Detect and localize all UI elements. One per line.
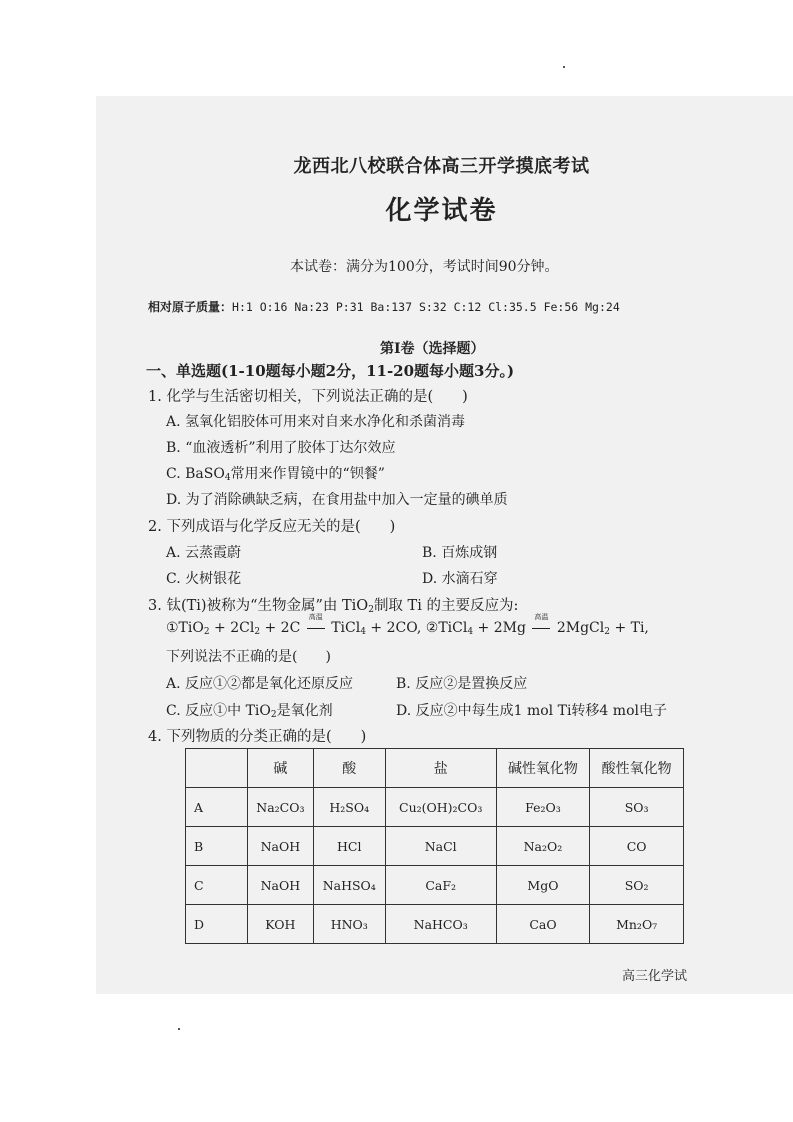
- classification-table: [185, 748, 684, 944]
- table-cell: CaF₂: [385, 866, 496, 905]
- table-cell: SO₃: [590, 788, 684, 827]
- table-header-cell: 碱性氧化物: [496, 749, 590, 788]
- table-cell: B: [186, 827, 248, 866]
- table-row: [186, 866, 684, 905]
- q3-option-a: A. 反应①②都是氧化还原反应: [166, 676, 354, 692]
- table-header-cell: 酸: [313, 749, 385, 788]
- subject-title: 化学试卷: [385, 196, 498, 226]
- q2-option-d: D. 水滴石穿: [422, 571, 498, 587]
- page-footer: 高三化学试: [622, 969, 688, 984]
- q1-option-d: D. 为了消除碘缺乏病，在食用盐中加入一定量的碘单质: [166, 492, 508, 508]
- exam-info: 本试卷：满分为100分，考试时间90分钟。: [290, 259, 559, 275]
- table-cell: HCl: [313, 827, 385, 866]
- q1-option-c: C. BaSO$_4$常用来作胃镜中的“钡餐”: [166, 466, 385, 483]
- condition-arrow: 高温: [532, 620, 550, 636]
- q3-stem: 3. 钛(Ti)被称为“生物金属”由 TiO$_2$制取 Ti 的主要反应为:: [148, 598, 519, 615]
- table-header-cell: 盐: [385, 749, 496, 788]
- table-cell: A: [186, 788, 248, 827]
- atomic-masses: 相对原子质量：H:1 O:16 Na:23 P:31 Ba:137 S:32 C:12 Cl:35.5 Fe:56 Mg:24: [148, 300, 620, 314]
- table-cell: NaOH: [248, 866, 314, 905]
- table-cell: Fe₂O₃: [496, 788, 590, 827]
- q3-reactions: ①TiO$_2$ + $2Cl_2 + 2C$ 高温 TiCl$_4$ + 2CO, ②TiCl$_4$ + 2Mg 高温 2MgCl$_2$ + Ti,: [166, 613, 649, 637]
- table-cell: Na₂CO₃: [248, 788, 314, 827]
- table-cell: NaHCO₃: [385, 905, 496, 944]
- table-cell: H₂SO₄: [313, 788, 385, 827]
- table-row: [186, 788, 684, 827]
- table-cell: Cu₂(OH)₂CO₃: [385, 788, 496, 827]
- table-cell: KOH: [248, 905, 314, 944]
- q4-stem: 4. 下列物质的分类正确的是( ): [148, 729, 367, 745]
- table-cell: NaHSO₄: [313, 866, 385, 905]
- table-row: [186, 905, 684, 944]
- q3-option-c: C. 反应①中 TiO$_2$是氧化剂: [166, 703, 333, 720]
- table-cell: CaO: [496, 905, 590, 944]
- table-header-cell: 碱: [248, 749, 314, 788]
- table-header-row: [186, 749, 684, 788]
- table-cell: C: [186, 866, 248, 905]
- q3-option-b: B. 反应②是置换反应: [396, 676, 528, 692]
- table-cell: MgO: [496, 866, 590, 905]
- q3-follow: 下列说法不正确的是( ): [166, 649, 331, 665]
- q2-option-c: C. 火树银花: [166, 571, 242, 587]
- table-header-cell: [186, 749, 248, 788]
- table-cell: CO: [590, 827, 684, 866]
- q1-option-b: B. “血液透析”利用了胶体丁达尔效应: [166, 440, 396, 456]
- table-cell: Mn₂O₇: [590, 905, 684, 944]
- q2-option-a: A. 云蒸霞蔚: [166, 545, 242, 561]
- q2-option-b: B. 百炼成钢: [422, 545, 498, 561]
- table-cell: NaOH: [248, 827, 314, 866]
- scan-speck: [178, 1028, 180, 1030]
- section-heading: 一、单选题(1-10题每小题2分，11-20题每小题3分。): [146, 362, 515, 380]
- condition-arrow: 高温: [307, 620, 325, 636]
- table-cell: NaCl: [385, 827, 496, 866]
- q2-stem: 2. 下列成语与化学反应无关的是( ): [148, 519, 396, 535]
- table-cell: SO₂: [590, 866, 684, 905]
- table-header-cell: 酸性氧化物: [590, 749, 684, 788]
- volume-heading: 第Ⅰ卷（选择题）: [380, 341, 485, 357]
- q3-option-d: D. 反应②中每生成1 mol Ti转移4 mol电子: [396, 703, 667, 719]
- table-cell: Na₂O₂: [496, 827, 590, 866]
- table-row: [186, 827, 684, 866]
- q1-option-a: A. 氢氧化铝胶体可用来对自来水净化和杀菌消毒: [166, 414, 466, 430]
- q1-stem: 1. 化学与生活密切相关，下列说法正确的是( ): [148, 389, 468, 405]
- exam-title: 龙西北八校联合体高三开学摸底考试: [293, 156, 590, 177]
- table-cell: D: [186, 905, 248, 944]
- table-cell: HNO₃: [313, 905, 385, 944]
- scan-speck: [563, 66, 565, 68]
